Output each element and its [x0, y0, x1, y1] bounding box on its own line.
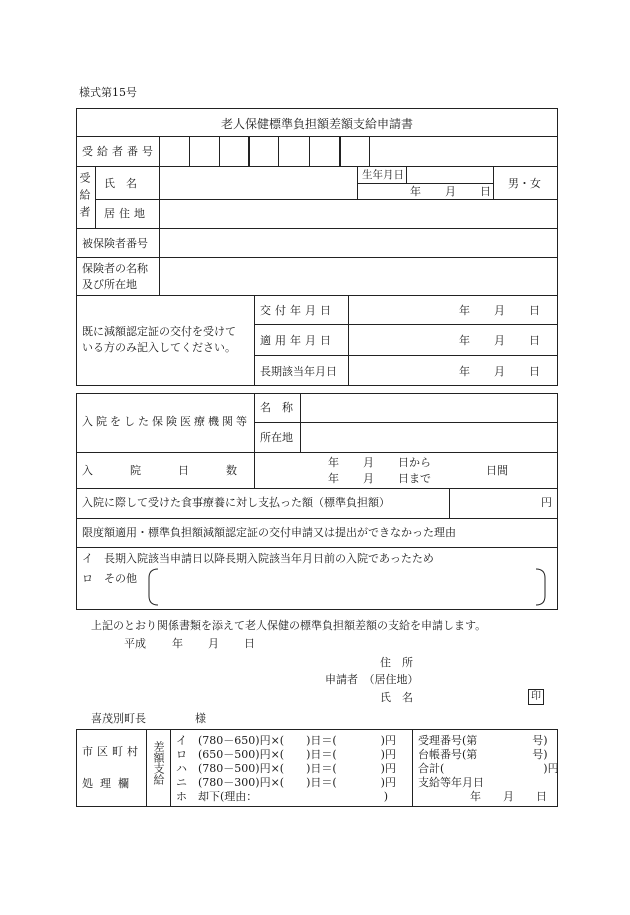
- form-title: 老人保健標準負担額差額支給申請書: [220, 117, 413, 131]
- payment-date-value: 年 月 日: [470, 790, 547, 803]
- from-month: 月: [363, 456, 374, 469]
- reason-ro: ロ その他: [82, 572, 137, 585]
- insurer-label-line2: 及び所在地: [82, 278, 137, 291]
- recipient-group-label: 受給者: [78, 172, 91, 223]
- insurer-label-line1: 保険者の名称: [82, 262, 148, 275]
- declaration-text: 上記のとおり関係書類を添えて老人保健の標準負担額差額の支給を申請します。: [91, 619, 487, 632]
- hospital-name-label: 名 称: [260, 401, 293, 414]
- municipal-label-line2: 処理欄: [82, 777, 136, 790]
- long-term-date-label: 長期該当年月日: [260, 365, 337, 378]
- difference-payment-label: 差額支給: [152, 741, 165, 785]
- municipal-label-line1: 市区町村: [82, 745, 142, 758]
- from-label: 日から: [398, 456, 431, 469]
- payment-date-label: 支給等年月日: [418, 776, 484, 789]
- recipient-number-label: 受給者番号: [82, 145, 157, 158]
- seal-mark: 印: [528, 689, 544, 705]
- hospital-label: 入院をした保険医療機関等: [82, 415, 250, 428]
- reject-row: ホ 却下(理由： ): [176, 790, 389, 803]
- apply-month-label: 月: [208, 637, 219, 650]
- applicant-name-label: 氏 名: [380, 691, 413, 704]
- birth-year: 年: [410, 185, 421, 198]
- applicant-address-label: 住 所: [380, 656, 413, 669]
- long-term-day: 日: [529, 365, 540, 378]
- certificate-note-line1: 既に減額認定証の交付を受けて: [82, 325, 236, 338]
- until-label: 日まで: [398, 472, 431, 485]
- calc-row-ha: ハ (780－500)円×( )日＝( )円: [176, 762, 396, 775]
- meal-paid-yen: 円: [541, 496, 552, 509]
- calc-row-ro: ロ (650－500)円×( )日＝( )円: [176, 748, 396, 761]
- ledger-number: 台帳番号(第 号): [418, 748, 548, 761]
- long-term-month: 月: [494, 365, 505, 378]
- receipt-number: 受理番号(第 号): [418, 734, 548, 747]
- sex-options: 男・女: [508, 177, 541, 190]
- apply-day-label: 日: [244, 637, 255, 650]
- form-number: 様式第15号: [79, 86, 137, 99]
- certificate-note-line2: いる方のみ記入してください。: [82, 341, 236, 354]
- issue-month: 月: [494, 304, 505, 317]
- reason-i: イ 長期入院該当申請日以降長期入院該当年月日前の入院であったため: [82, 552, 434, 565]
- issue-year: 年: [459, 304, 470, 317]
- until-year: 年: [328, 472, 339, 485]
- apply-day: 日: [529, 334, 540, 347]
- days-unit: 日間: [486, 464, 508, 477]
- apply-year: 年: [459, 334, 470, 347]
- apply-year-label: 年: [172, 637, 183, 650]
- applicant-label: 申請者 （居住地）: [325, 673, 419, 686]
- from-year: 年: [328, 456, 339, 469]
- honorific: 様: [195, 712, 206, 725]
- issue-date-label: 交付年月日: [260, 304, 335, 317]
- apply-date-label: 適用年月日: [260, 334, 335, 347]
- total-amount: 合計( )円: [418, 762, 559, 775]
- hospital-location-label: 所在地: [260, 431, 293, 444]
- birth-month: 月: [445, 185, 456, 198]
- reason-label: 限度額適用・標準負担額減額認定証の交付申請又は提出ができなかった理由: [82, 526, 456, 539]
- calc-row-ni: ニ (780－300)円×( )日＝( )円: [176, 776, 396, 789]
- insured-number-label: 被保険者番号: [82, 237, 148, 250]
- name-label: 氏 名: [104, 177, 137, 190]
- long-term-year: 年: [459, 365, 470, 378]
- address-label: 居住地: [104, 207, 149, 220]
- issue-day: 日: [529, 304, 540, 317]
- birthdate-label: 生年月日: [362, 169, 404, 181]
- apply-month: 月: [494, 334, 505, 347]
- meal-paid-label: 入院に際して受けた食事療養に対し支払った額（標準負担額）: [82, 496, 390, 509]
- days-label: 入 院 日 数: [82, 464, 250, 477]
- addressee: 喜茂別町長: [91, 712, 146, 725]
- birth-day: 日: [480, 185, 491, 198]
- era-label: 平成: [124, 637, 146, 650]
- calc-row-i: イ (780－650)円×( )日＝( )円: [176, 734, 396, 747]
- until-month: 月: [363, 472, 374, 485]
